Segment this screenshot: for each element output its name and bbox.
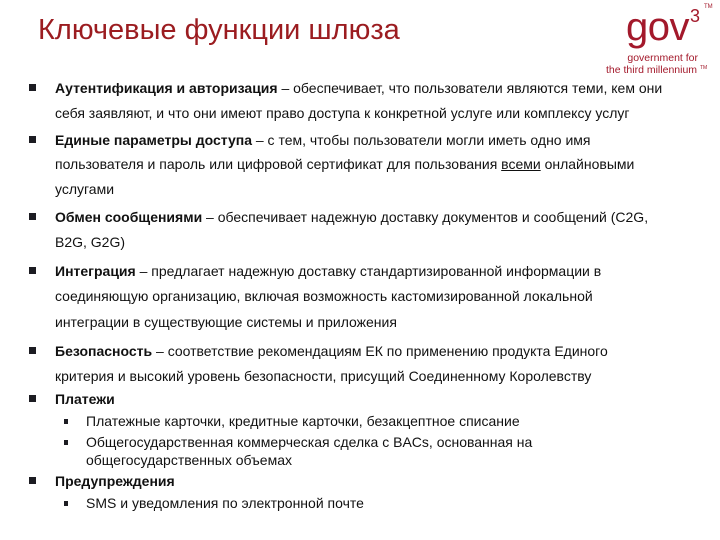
list-item-text: – обеспечивает, что пользователи являются теми, кем они <box>277 80 663 96</box>
underlined-word: всеми <box>501 156 541 172</box>
logo-tagline-trademark: TM <box>700 65 708 71</box>
list-item-text: – предлагает надежную доставку стандартизированной информации в <box>135 263 602 279</box>
list-item-line <box>55 342 608 360</box>
list-item-text: – обеспечивает надежную доставку документов и сообщений (C2G, <box>202 209 649 225</box>
list-item-line: критерия и высокий уровень безопасности, присущий Соединенному Королевству <box>55 368 592 384</box>
list-item-text: онлайновыми <box>540 156 635 172</box>
list-item-term: Безопасность <box>55 343 153 359</box>
list-item-line: соединяющую организацию, включая возможность кастомизированной локальной <box>55 288 593 304</box>
bullet-square-icon <box>29 213 36 220</box>
logo-wordmark: gov <box>626 5 689 49</box>
logo-tagline-line-1: government for <box>627 52 698 64</box>
sub-list-item-line: общегосударственных объемах <box>86 452 292 468</box>
bullet-square-icon <box>29 477 36 484</box>
bullet-square-icon <box>29 136 36 143</box>
bullet-square-icon <box>29 395 36 402</box>
sub-list-item-line: Платежные карточки, кредитные карточки, безакцептное списание <box>86 413 520 429</box>
list-item-line <box>55 155 634 173</box>
list-item-line: интеграции в существующие системы и приложения <box>55 314 397 330</box>
list-item-line <box>55 208 648 226</box>
list-item-line <box>55 131 591 149</box>
sub-bullet-square-icon <box>64 501 68 506</box>
list-item-line <box>55 79 662 97</box>
sub-list-item-line: SMS и уведомления по электронной почте <box>86 495 364 511</box>
list-item-term: Обмен сообщениями <box>55 209 203 225</box>
list-item-line <box>55 262 601 280</box>
list-item-line <box>55 472 175 490</box>
logo-tagline-line-2: the third millennium <box>606 64 698 76</box>
bullet-square-icon <box>29 84 36 91</box>
bullet-square-icon <box>29 347 36 354</box>
logo-superscript: 3 <box>690 6 701 26</box>
sub-bullet-square-icon <box>64 419 68 424</box>
list-item-text: пользователя и пароль или цифровой сертификат для пользования <box>55 156 502 172</box>
list-item-line: себя заявляют, и что они имеют право доступа к конкретной услуге или комплексу услуг <box>55 105 630 121</box>
list-item-text: – с тем, чтобы пользователи могли иметь одно имя <box>251 132 591 148</box>
sub-bullet-square-icon <box>64 440 68 445</box>
list-item-term: Платежи <box>55 391 115 407</box>
slide-title: Ключевые функции шлюза <box>38 14 400 46</box>
list-item-term: Аутентификация и авторизация <box>55 80 278 96</box>
logo-trademark: TM <box>704 4 713 10</box>
list-item-line <box>55 390 115 408</box>
sub-list-item-line: Общегосударственная коммерческая сделка с BACs, основанная на <box>86 434 533 450</box>
bullet-square-icon <box>29 267 36 274</box>
list-item-term: Единые параметры доступа <box>55 132 252 148</box>
list-item-line: B2G, G2G) <box>55 234 126 250</box>
list-item-term: Предупреждения <box>55 473 175 489</box>
list-item-text: – соответствие рекомендациям ЕК по применению продукта Единого <box>152 343 608 359</box>
list-item-line: услугами <box>55 181 115 197</box>
list-item-term: Интеграция <box>55 263 136 279</box>
